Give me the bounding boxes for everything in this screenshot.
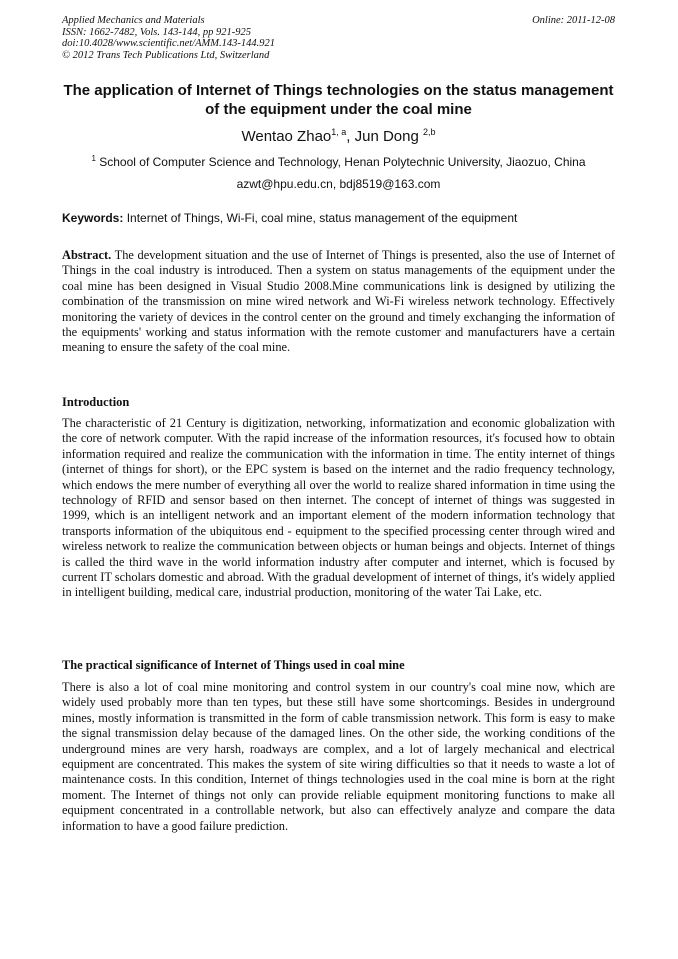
author-name: Jun Dong [354,128,423,145]
journal-name: Applied Mechanics and Materials [62,15,205,26]
affiliation-text: School of Computer Science and Technology, Henan Polytechnic University, Jiaozuo, China [95,155,586,169]
abstract [62,248,615,356]
doi-line: doi:10.4028/www.scientific.net/AMM.143-144.921 [62,38,275,49]
author-superscript: 1, a [331,127,347,137]
copyright-line: © 2012 Trans Tech Publications Ltd, Switzerland [62,49,270,61]
author-name: Wentao Zhao [241,128,332,145]
author-separator: , [346,128,355,145]
significance-body: There is also a lot of coal mine monitoring and control system in our country's coal mine now, which are widely used probably more than ten types, but these still have some shortcomings. Besides in underground mines, mostly information is transmitted in the form of cable transmission network. This form is easy to make the signal transmission delay because of the damaged lines. On the other side, the working conditions of the underground mines are very harsh, roadways are complex, and a lot of largely mechanical and electrical equipment are concentrated. This makes the system of site wiring difficulties so that it needs to waste a lot of maintenance costs. In this condition, Internet of things technologies used in the coal mine is born at the right moment. The Internet of things not only can provide reliable equipment monitoring functions to make all equipment concentrated in a controllable network, but also can effectively analyze and compare the data information to have a good failure prediction. [62,680,615,833]
significance-heading: The practical significance of Internet of Things used in coal mine [62,658,405,672]
online-date: Online: 2011-12-08 [532,15,615,26]
keywords [62,211,615,226]
author-emails: azwt@hpu.edu.cn, bdj8519@163.com [236,177,441,191]
author-line [62,128,615,146]
keywords-text: Internet of Things, Wi-Fi, coal mine, status management of the equipment [123,211,518,225]
author-superscript: 2,b [423,127,436,137]
affiliation [62,155,615,170]
introduction-heading: Introduction [62,395,130,409]
issn-line: ISSN: 1662-7482, Vols. 143-144, pp 921-925 [62,26,251,38]
introduction-body: The characteristic of 21 Century is digitization, networking, informatization and economic globalization with the core of network computer. With the rapid increase of the information resources, it's focused how to obtain information required and realize the communication with the information in time. The entity internet of things (internet of things for short), or the EPC system is based on the internet and the radio frequency technology, which endows the mere number of everything all over the world to realize shared information in time using the technology of RFID and sensor based on then internet. The concept of internet of things was suggested in 1999, which is an intelligent network and an important element of the modern information technology that transports information of the ubiquitous end - equipment to the specified processing center through wired and wireless network to realize the communication between objects or human beings and objects. Internet of things is called the third wave in the world information industry after computer and internet, which is focused by current IT scholars domestic and abroad. With the gradual development of internet of things, it's widely applied in intelligent building, medical care, industrial production, monitoring of the water Tai Lake, etc. [62,416,615,600]
journal-header [62,15,615,61]
paper-title: The application of Internet of Things technologies on the status management of the equipment under the coal mine [63,82,614,118]
affiliation-superscript: 1 [91,154,96,163]
abstract-text: The development situation and the use of Internet of Things is presented, also the use of Internet of Things in the coal industry is introduced. Then a system on status managements of the equipment under the coal mine has been designed in Visual Studio 2008.Mine communications link is designed by utilizing the combination of the transmission on mine wired network and Wi-Fi wireless network technology. Effectively monitoring the variety of devices in the control center on the ground and timely exchanging the information of the equipments' working and status information with the remote customer and manufacturers have a certain meaning to ensure the safety of the coal mine. [62,248,615,355]
abstract-label: Abstract. [62,248,112,262]
keywords-label: Keywords: [62,211,124,225]
